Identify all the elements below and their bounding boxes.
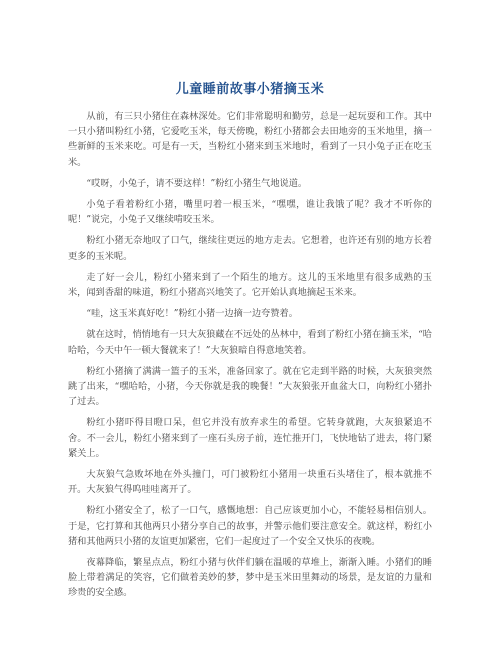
- story-paragraph: 粉红小猪无奈地叹了口气，继续往更远的地方走去。它想着，也许还有别的地方长着更多的玉米呢。: [68, 235, 432, 262]
- story-paragraph: 大灰狼气急败坏地在外头撞门，可门被粉红小猪用一块重石头堵住了，根本就推不开。大灰狼气得呜哇哇离开了。: [68, 469, 432, 496]
- story-body: [68, 109, 432, 601]
- story-paragraph: “哇，这玉米真好吃！”粉红小猪一边摘一边夸赞着。: [86, 308, 298, 320]
- story-paragraph: 粉红小猪安全了，松了一口气，感慨地想：自己应该更加小心，不能轻易相信别人。于是，它打算和其他两只小猪分享自己的故事，并警示他们要注意安全。就这样，粉红小猪和其他两只小猪的友谊更加紧密，它们一起度过了一个安全又快乐的夜晚。: [68, 505, 432, 547]
- story-paragraph: 夜幕降临，繁星点点，粉红小猪与伙伴们躺在温暖的草堆上，渐渐入睡。小猪们的睡脸上带着满足的笑容，它们做着美妙的梦，梦中是玉米田里舞动的场景，是友谊的力量和珍贵的安全感。: [68, 557, 432, 599]
- story-paragraph: 就在这时，悄悄地有一只大灰狼藏在不远处的丛林中，看到了粉红小猪在摘玉米，“哈哈哈，今天中午一顿大餐就来了！”大灰狼暗自得意地笑着。: [68, 329, 432, 356]
- story-paragraph: 从前，有三只小猪住在森林深处。它们非常聪明和勤劳，总是一起玩耍和工作。其中一只小猪叫粉红小猪，它爱吃玉米，每天傍晚，粉红小猪都会去田地旁的玉米地里，摘一些新鲜的玉米来吃。可是有一天，当粉红小猪来到玉米地时，看到了一只小兔子正在吃玉米。: [68, 111, 432, 168]
- story-paragraph: 走了好一会儿，粉红小猪来到了一个陌生的地方。这儿的玉米地里有很多成熟的玉米，闻到香甜的味道，粉红小猪高兴地笑了。它开始认真地摘起玉米来。: [68, 271, 432, 299]
- story-paragraph: “哎呀，小兔子，请不要这样！”粉红小猪生气地说道。: [86, 177, 308, 189]
- story-paragraph: 小兔子看着粉红小猪，嘴里叼着一根玉米，“嘿嘿，谁让我饿了呢？我才不听你的呢！”说完，小兔子又继续啃咬玉米。: [68, 199, 432, 226]
- story-paragraph: 粉红小猪吓得目瞪口呆，但它并没有放弃求生的希望。它转身就跑，大灰狼紧追不舍。不一会儿，粉红小猪来到了一座石头房子前，连忙推开门，飞快地钻了进去，将门紧紧关上。: [68, 417, 432, 459]
- story-paragraph: 粉红小猪摘了满满一篮子的玉米，准备回家了。就在它走到半路的时候，大灰狼突然跳了出来，“嘿哈哈，小猪，今天你就是我的晚餐！”大灰狼张开血盆大口，向粉红小猪扑了过去。: [68, 365, 432, 408]
- story-title: 儿童睡前故事小猪摘玉米: [175, 82, 325, 97]
